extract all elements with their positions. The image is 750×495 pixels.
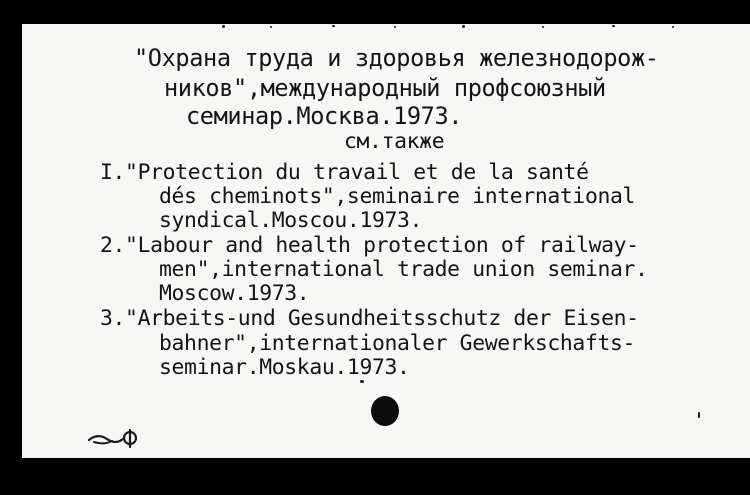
handwritten-mark — [86, 426, 146, 452]
speck — [462, 25, 465, 28]
main-entry-line-3: семинар.Москва.1973. — [186, 102, 463, 130]
speck — [612, 25, 615, 27]
reference-3-line-2: bahner",internationaler Gewerkschafts- — [159, 331, 636, 356]
reference-3-line-3: seminar.Moskau.1973. — [159, 355, 410, 380]
top-edge-speckles — [22, 24, 750, 30]
reference-2-line-1: 2."Labour and health protection of railway- — [100, 233, 639, 258]
speck — [222, 25, 225, 28]
speck — [360, 380, 364, 383]
reference-1-line-2: dés cheminots",seminaire international — [159, 184, 636, 209]
ink-blot — [371, 396, 399, 426]
reference-1-line-1: I."Protection du travail et de la santé — [100, 160, 589, 185]
reference-2-line-2: men",international trade union seminar. — [159, 257, 648, 282]
speck — [698, 412, 700, 418]
main-entry-line-2: ников",международный профсоюзный — [164, 74, 606, 102]
main-entry-line-1: "Охрана труда и здоровья железнодорож- — [134, 44, 659, 72]
speck — [672, 26, 674, 28]
reference-1-line-3: syndical.Moscou.1973. — [159, 208, 423, 233]
see-also-label: см.также — [344, 129, 445, 154]
reference-2-line-3: Moscow.1973. — [159, 281, 310, 306]
reference-3-line-1: 3."Arbeits-und Gesundheitsschutz der Eisen- — [100, 306, 639, 331]
speck — [270, 26, 272, 28]
speck — [394, 26, 396, 28]
catalog-card — [22, 24, 750, 458]
speck — [542, 26, 544, 28]
speck — [332, 25, 335, 27]
